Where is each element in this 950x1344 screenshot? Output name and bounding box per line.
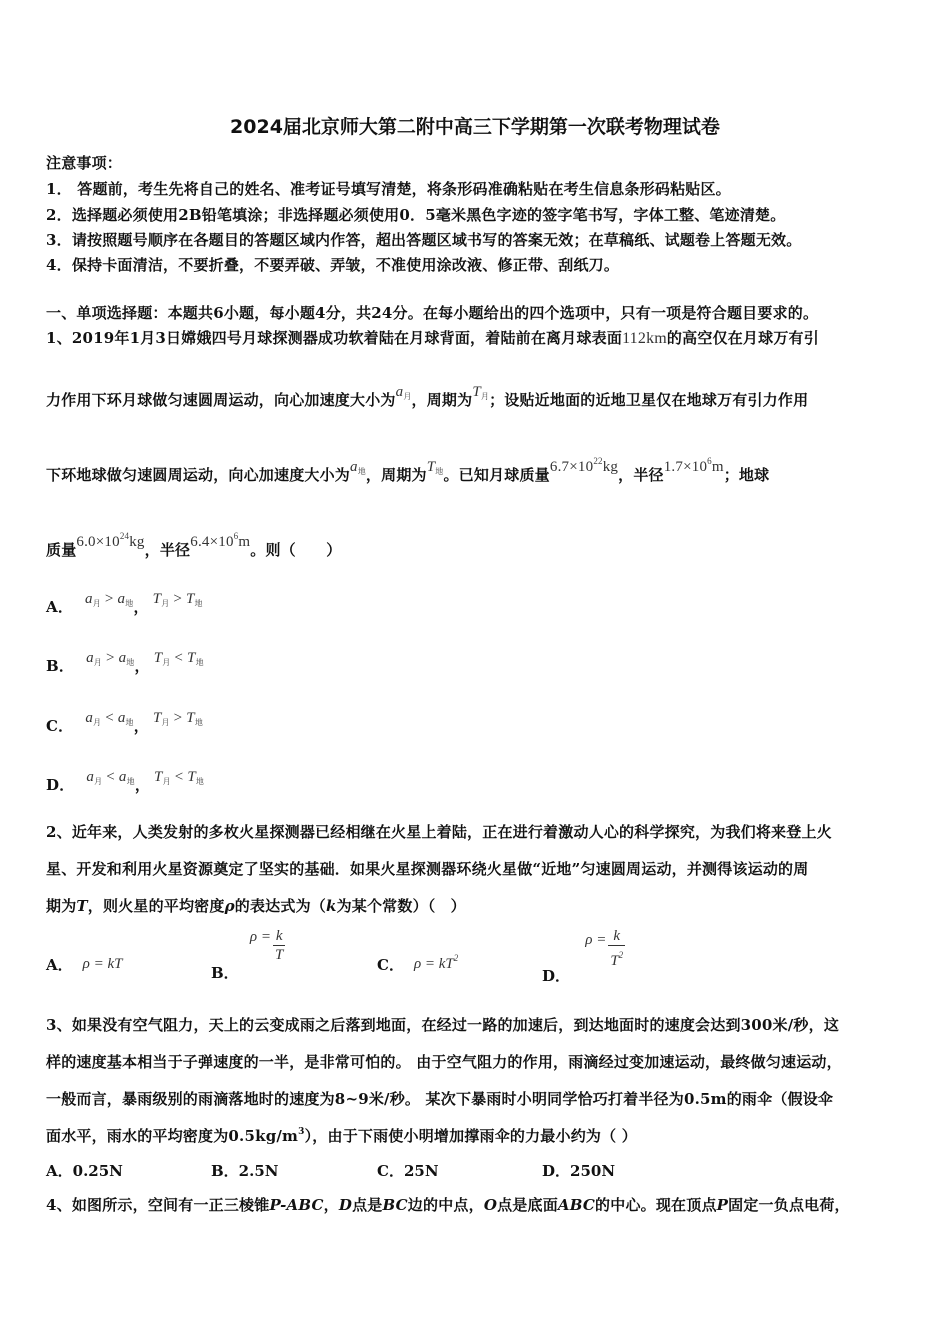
q1-line-1: 1、2019年1月3日嫦娥四号月球探测器成功软着陆在月球背面，着陆前在离月球表面112km的高空仅在月球万有引 bbox=[46, 329, 819, 347]
q3-line-2: 样的速度基本相当于子弹速度的一半，是非常可怕的。 由于空气阻力的作用，雨滴经过变加速运动，最终做匀速运动， bbox=[46, 1053, 842, 1071]
q3-line-1: 3、如果没有空气阻力，天上的云变成雨之后落到地面，在经过一路的加速后，到达地面时的速度会达到300米/秒，这 bbox=[46, 1016, 840, 1034]
notice-item-2: 2．选择题必须使用2B铅笔填涂；非选择题必须使用0．5毫米黑色字迹的签字笔书写，字体工整、笔迹清楚。 bbox=[46, 206, 786, 224]
q2-option-a[interactable]: A． ρ = kT bbox=[46, 956, 123, 974]
q3-option-b[interactable]: B．2.5N bbox=[211, 1162, 279, 1180]
q3-line-3: 一般而言，暴雨级别的雨滴落地时的速度为8~9米/秒。 某次下暴雨时小明同学恰巧打着半径为0.5m的雨伞（假设伞 bbox=[46, 1090, 834, 1108]
q1-height: 112km bbox=[622, 330, 667, 347]
notice-item-1: 1． 答题前，考生先将自己的姓名、准考证号填写清楚，将条形码准确粘贴在考生信息条形码粘贴区。 bbox=[46, 180, 731, 198]
q1-option-b[interactable]: B． $a_月 > a_地$， $T_月 < T_地$ bbox=[46, 650, 204, 675]
q2-line-2: 星、开发和利用火星资源奠定了坚实的基础．如果火星探测器环绕火星做“近地”匀速圆周运动，并测得该运动的周 bbox=[46, 860, 809, 878]
notice-heading: 注意事项： bbox=[46, 154, 123, 172]
earth-mass: $6.0\times 10^{24}kg$ bbox=[76, 531, 145, 550]
q3-option-a[interactable]: A．0.25N bbox=[46, 1162, 123, 1180]
q1-option-d[interactable]: D． $a_月 < a_地$， $T_月 < T_地$ bbox=[46, 769, 205, 794]
q3-option-c[interactable]: C．25N bbox=[377, 1162, 439, 1180]
q1-option-c[interactable]: C． $a_月 < a_地$， $T_月 > T_地$ bbox=[46, 710, 204, 735]
q1-line-2: 力作用下环月球做匀速圆周运动，向心加速度大小为$a_月$，周期为$T_月$；设贴近地面的近地卫星仅在地球万有引力作用 bbox=[46, 384, 809, 409]
earth-radius: $6.4\times 10^6m$ bbox=[190, 531, 251, 550]
q3-line-4: 面水平，雨水的平均密度为$0.5kg/m^3$），由于下雨使小明增加撑雨伞的力最小约为（ ） bbox=[46, 1127, 637, 1145]
page-title: 2024届北京师大第二附中高三下学期第一次联考物理试卷 bbox=[230, 116, 720, 138]
q2-option-b[interactable]: B． ρ = $\frac{k}{T}$ bbox=[211, 928, 284, 982]
moon-mass: $6.7\times 10^{22}kg$ bbox=[549, 456, 619, 475]
q2-option-d[interactable]: D． ρ = $\frac{k}{T^2}$ bbox=[542, 928, 624, 985]
notice-item-3: 3．请按照题号顺序在各题目的答题区域内作答，超出答题区域书写的答案无效；在草稿纸、试题卷上答题无效。 bbox=[46, 231, 802, 249]
q2-line-1: 2、近年来，人类发射的多枚火星探测器已经相继在火星上着陆，正在进行着激动人心的科学探究，为我们将来登上火 bbox=[46, 823, 832, 841]
q1-option-a[interactable]: A． $a_月 > a_地$， $T_月 > T_地$ bbox=[46, 591, 203, 616]
section-heading: 一、单项选择题：本题共6小题，每小题4分，共24分。在每小题给出的四个选项中，只有一项是符合题目要求的。 bbox=[46, 304, 819, 322]
notice-item-4: 4．保持卡面清洁，不要折叠，不要弄破、弄皱，不准使用涂改液、修正带、刮纸刀。 bbox=[46, 256, 620, 274]
q3-option-d[interactable]: D．250N bbox=[542, 1162, 616, 1180]
q1-line-3: 下环地球做匀速圆周运动，向心加速度大小为$a_地$，周期为$T_地$。已知月球质量$6.7\times 10^{22}kg$，半径$1.7\times 10^6m$；地球 bbox=[46, 456, 770, 484]
q1-line-4: 质量$6.0\times 10^{24}kg$，半径$6.4\times 10^6m$。则（ ） bbox=[46, 531, 342, 559]
moon-radius: $1.7\times 10^6m$ bbox=[663, 456, 724, 475]
q2-option-c[interactable]: C． $\rho = kT^2$ bbox=[377, 953, 459, 974]
q4-line-1: 4、如图所示，空间有一正三棱锥P-ABC，D点是BC边的中点，O点是底面ABC的中心。现在顶点P固定一负点电荷， bbox=[46, 1196, 850, 1214]
q2-line-3: 期为T，则火星的平均密度ρ的表达式为（k为某个常数）（ ） bbox=[46, 897, 466, 915]
